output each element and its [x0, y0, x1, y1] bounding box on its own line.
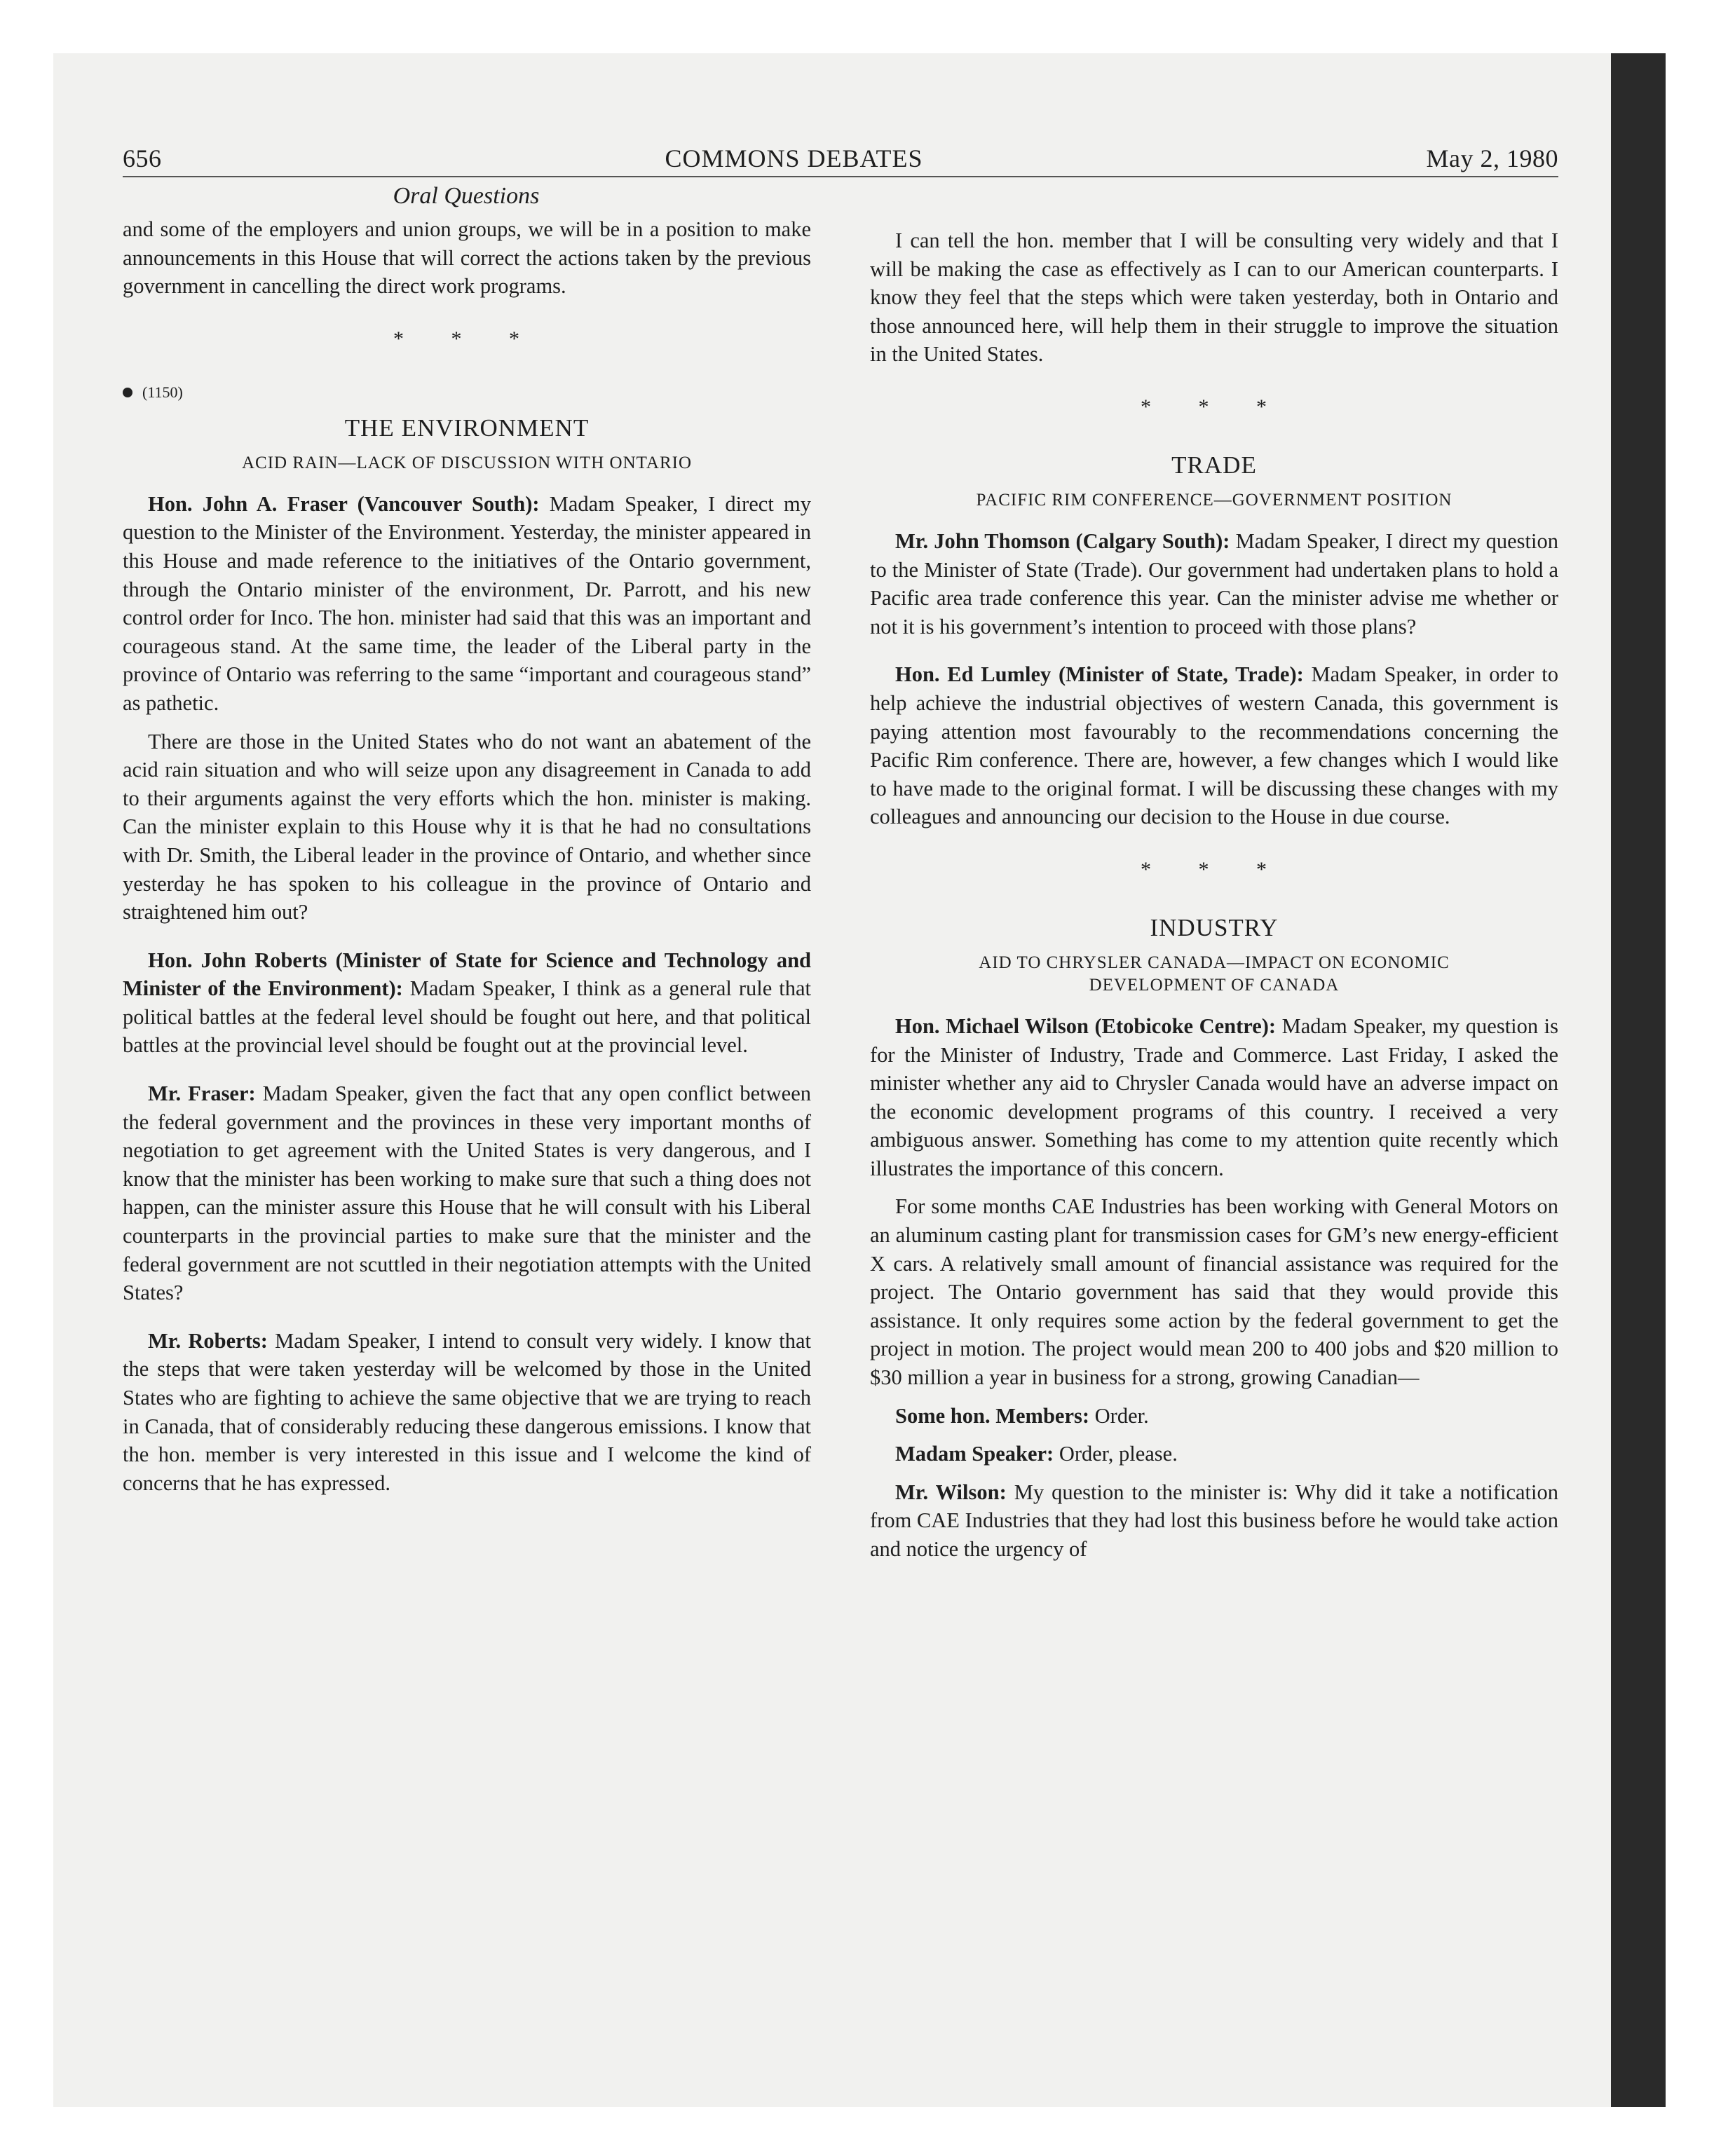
speech-text: Order.: [1089, 1403, 1149, 1428]
speech-text: Madam Speaker, I intend to consult very widely. I know that the steps that were taken yesterday will be welcomed by those in the United States who are fighting to achieve the same objective that we are trying to reach in Canada, that of considerably reducing these dangerous emissions. I know that the hon. member is very interested in this issue and I welcome the kind of concerns that he has expressed.: [123, 1328, 811, 1495]
section-separator: * * *: [1141, 857, 1288, 881]
speaker-name: Mr. Fraser:: [148, 1082, 256, 1106]
speaker-name: Mr. John Thomson (Calgary South):: [895, 528, 1230, 553]
section-heading-trade: TRADE: [1171, 451, 1257, 479]
paragraph-members: [870, 1402, 1558, 1431]
section-separator: * * *: [1141, 395, 1288, 418]
speaker-name: Hon. John Roberts (Minister of State for Science and Technology and Minister of the Environment):: [123, 948, 811, 1001]
publication-title: COMMONS DEBATES: [665, 144, 923, 172]
subheading-chrysler: [870, 952, 1558, 997]
paragraph-thomson: [870, 527, 1558, 641]
paragraph-madam-speaker: [870, 1440, 1558, 1468]
section-tag: Oral Questions: [393, 183, 540, 209]
paragraph-continued: and some of the employers and union groups, we will be in a position to make announcements in this House that will correct the actions taken by the previous government in cancelling the direct work programs.: [123, 217, 811, 299]
speaker-name: Mr. Wilson:: [895, 1480, 1007, 1504]
section-heading-industry: INDUSTRY: [1150, 913, 1279, 941]
speech-text: My question to the minister is: Why did it take a notification from CAE Industries that they had lost this business before he would take action and notice the urgency of: [870, 1480, 1558, 1561]
speaker-name: Hon. Michael Wilson (Etobicoke Centre):: [895, 1014, 1277, 1038]
speech-text: Madam Speaker, in order to help achieve the industrial objectives of western Canada, this government is paying attention most favourably to the recommendations concerning the Pacific Rim conference. There are, however, a few changes which I would like to have made to the original format. I will be discussing these changes with my colleagues and announcing our decision to the House in due course.: [870, 662, 1558, 829]
speech-text: Madam Speaker, given the fact that any open conflict between the federal government and the provinces in these very important months of negotiation to get agreement with the United States is very dangerous, and I know that the minister has been working to make sure that such a thing does not happen, can the minister assure this House that he will consult with his Liberal counterparts in the provincial parties to make sure that the minister and the federal government are not scuttled in their negotiation attempts with the United States?: [123, 1082, 811, 1305]
paragraph-roberts: [123, 946, 811, 1060]
speech-text: Madam Speaker, my question is for the Minister of Industry, Trade and Commerce. Last Friday, I asked the minister whether any aid to Chrysler Canada would have an adverse impact on the economic development programs of this country. I received a very ambiguous answer. Something has come to my attention quite recently which illustrates the importance of this concern.: [870, 1014, 1558, 1180]
left-column: [123, 183, 811, 1574]
bullet-dot-icon: [123, 388, 132, 397]
paragraph-roberts-2: [123, 1327, 811, 1498]
right-column: [870, 183, 1558, 1574]
speaker-name: Mr. Roberts:: [148, 1328, 268, 1353]
issue-date: May 2, 1980: [1426, 144, 1558, 172]
document-page: [123, 144, 1558, 1574]
paragraph-wilson: [870, 1012, 1558, 1183]
paragraph-lumley: [870, 660, 1558, 831]
running-header: [123, 144, 1558, 177]
subheading-line: AID TO CHRYSLER CANADA—IMPACT ON ECONOMIC: [979, 953, 1450, 972]
paragraph-fraser-2: [123, 1079, 811, 1307]
paragraph-wilson-cont: For some months CAE Industries has been working with General Motors on an aluminum casting plant for transmission cases for GM’s new energy-efficient X cars. A relatively small amount of financial assistance was required for the project. The Ontario government has said that they would provide this assistance. It only requires some action by the federal government to get the project in motion. The project would mean 200 to 400 jobs and $20 million to $30 million a year in business for a strong, growing Canadian—: [870, 1194, 1558, 1390]
subheading-acid-rain: ACID RAIN—LACK OF DISCUSSION WITH ONTARIO: [241, 453, 692, 472]
time-marker-label: (1150): [142, 383, 183, 401]
speaker-name: Some hon. Members:: [895, 1403, 1090, 1428]
speech-text: Madam Speaker, I direct my question to the Minister of State (Trade). Our government had undertaken plans to hold a Pacific area trade conference this year. Can the minister advise me whether or not it is his government’s intention to proceed with those plans?: [870, 528, 1558, 639]
speaker-name: Hon. Ed Lumley (Minister of State, Trade):: [895, 662, 1304, 687]
speech-text: Order, please.: [1054, 1442, 1178, 1466]
section-separator: * * *: [393, 327, 540, 350]
scan-edge-shadow: [1611, 53, 1666, 2107]
subheading-pacific-rim: PACIFIC RIM CONFERENCE—GOVERNMENT POSITION: [976, 490, 1452, 510]
paragraph-wilson-2: [870, 1478, 1558, 1564]
paragraph-fraser-cont: There are those in the United States who do not want an abatement of the acid rain situation and who will seize upon any disagreement in Canada to add to their arguments against the very efforts which the hon. minister is making. Can the minister explain to this House why it is that he had no consultations with Dr. Smith, the Liberal leader in the province of Ontario, and whether since yesterday he has spoken to his colleague in the province of Ontario and straightened him out?: [123, 729, 811, 925]
speaker-name: Hon. John A. Fraser (Vancouver South):: [148, 491, 540, 516]
time-marker: [123, 383, 811, 402]
subheading-line: DEVELOPMENT OF CANADA: [1089, 975, 1340, 995]
paragraph-fraser: [123, 490, 811, 718]
speaker-name: Madam Speaker:: [895, 1442, 1054, 1466]
section-heading-environment: THE ENVIRONMENT: [344, 414, 590, 442]
two-column-body: [123, 183, 1558, 1574]
page-number: 656: [123, 144, 162, 172]
speech-text: Madam Speaker, I think as a general rule that political battles at the federal level should be fought out here, and that political battles at the provincial level should be fought out at the provincial level.: [123, 976, 811, 1058]
paragraph-roberts-cont: I can tell the hon. member that I will be consulting very widely and that I will be making the case as effectively as I can to our American counterparts. I know they feel that the steps which were taken yesterday, both in Ontario and those announced here, will help them in their struggle to improve the situation in the United States.: [870, 228, 1558, 367]
speech-text: Madam Speaker, I direct my question to the Minister of the Environment. Yesterday, the minister appeared in this House and made reference to the initiatives of the Ontario government, through the Ontario minister of the environment, Dr. Parrott, and his new control order for Inco. The hon. minister had said that this was an important and courageous stand. At the same time, the leader of the Liberal party in the province of Ontario was referring to the same “important and courageous stand” as pathetic.: [123, 491, 811, 715]
